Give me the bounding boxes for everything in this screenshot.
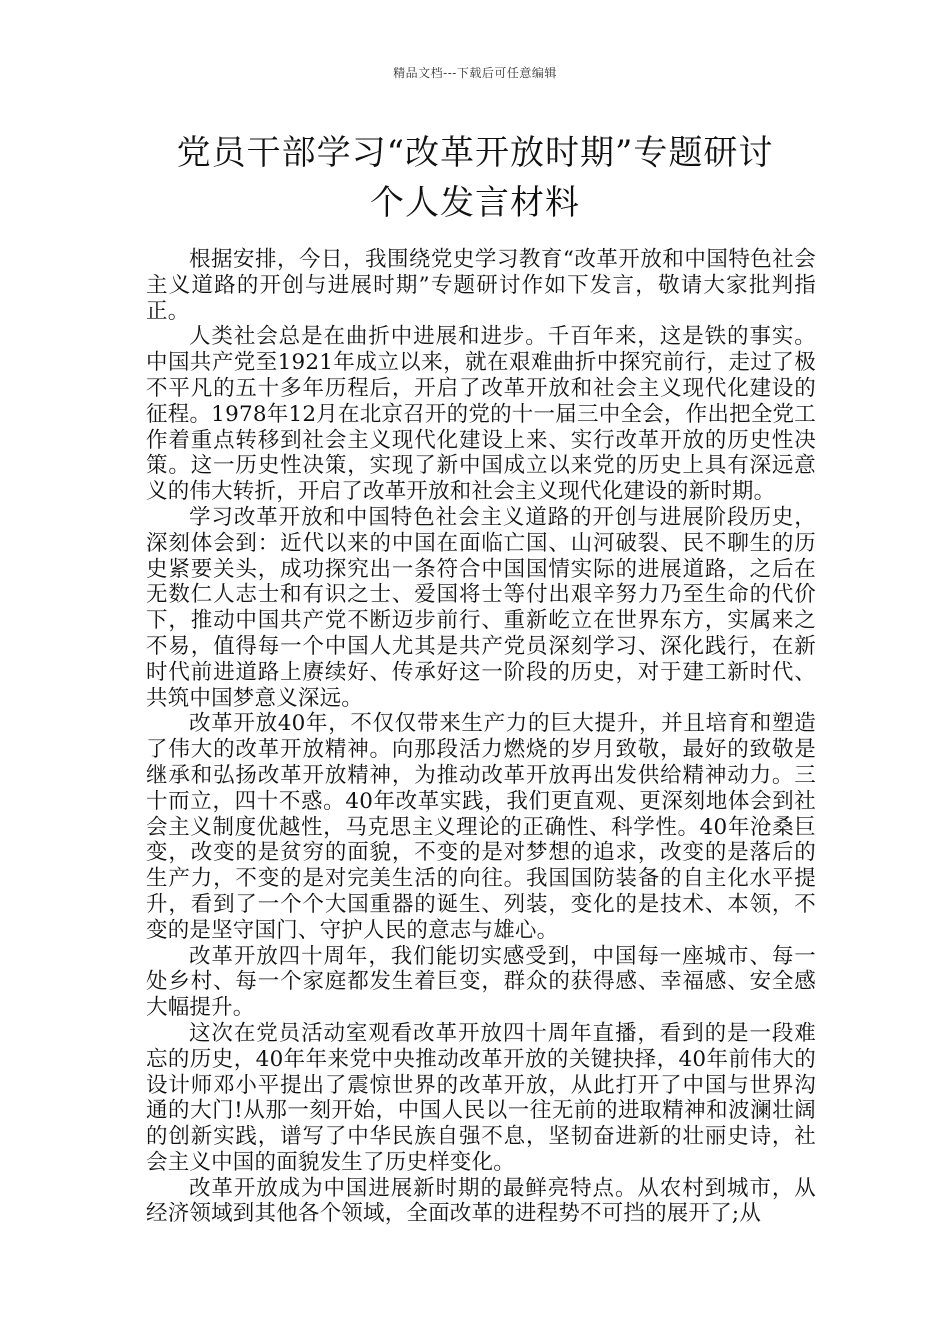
- paragraph: 根据安排，今日，我围绕党史学习教育“改革开放和中国特色社会主义道路的开创与进展时期”专题研讨作如下发言，敬请大家批判指正。: [146, 247, 816, 324]
- paragraph: 改革开放成为中国进展新时期的最鲜亮特点。从农村到城市，从经济领域到其他各个领域，全面改革的进程势不可挡的展开了;从: [146, 1175, 816, 1227]
- title-line-2: 个人发言材料: [370, 183, 580, 223]
- paragraph: 学习改革开放和中国特色社会主义道路的开创与进展阶段历史，深刻体会到：近代以来的中国在面临亡国、山河破裂、民不聊生的历史紧要关头，成功探究出一条符合中国国情实际的进展道路，之后在无数仁人志士和有识之士、爱国将士等付出艰辛努力乃至生命的代价下，推动中国共产党不断迈步前行、重新屹立在世界东方，实属来之不易，值得每一个中国人尤其是共产党员深刻学习、深化践行，在新时代前进道路上赓续好、传承好这一阶段的历史，对于建工新时代、共筑中国梦意义深远。: [146, 504, 816, 711]
- title-line-1: 党员干部学习“改革开放时期”专题研讨: [176, 133, 774, 173]
- paragraph: 这次在党员活动室观看改革开放四十周年直播，看到的是一段难忘的历史，40年年来党中央推动改革开放的关键抉择，40年前伟大的设计师邓小平提出了震惊世界的改革开放，从此打开了中国与世界沟通的大门!从那一刻开始，中国人民以一往无前的进取精神和波澜壮阔的创新实践，谱写了中华民族自强不息，坚韧奋进新的壮丽史诗，社会主义中国的面貌发生了历史样变化。: [146, 1020, 816, 1175]
- header-note: 精品文档---下载后可任意编辑: [393, 66, 557, 80]
- paragraph: 改革开放四十周年，我们能切实感受到，中国每一座城市、每一处乡村、每一个家庭都发生着巨变，群众的获得感、幸福感、安全感大幅提升。: [146, 943, 816, 1021]
- document-body: [146, 247, 816, 1312]
- document-title: [95, 128, 855, 228]
- paragraph: 人类社会总是在曲折中进展和进步。千百年来，这是铁的事实。中国共产党至1921年成立以来，就在艰难曲折中探究前行，走过了极不平凡的五十多年历程后，开启了改革开放和社会主义现代化建设的征程。1978年12月在北京召开的党的十一届三中全会，作出把全党工作着重点转移到社会主义现代化建设上来、实行改革开放的历史性决策。这一历史性决策，实现了新中国成立以来党的历史上具有深远意义的伟大转折，开启了改革开放和社会主义现代化建设的新时期。: [146, 324, 816, 505]
- paragraph: 改革开放40年，不仅仅带来生产力的巨大提升，并且培育和塑造了伟大的改革开放精神。向那段活力燃烧的岁月致敬，最好的致敬是继承和弘扬改革开放精神，为推动改革开放再出发供给精神动力。三十而立，四十不惑。40年改革实践，我们更直观、更深刻地体会到社会主义制度优越性，马克思主义理论的正确性、科学性。40年沧桑巨变，改变的是贫穷的面貌，不变的是对梦想的追求，改变的是落后的生产力，不变的是对完美生活的向往。我国国防装备的自主化水平提升，看到了一个个大国重器的诞生、列装，变化的是技术、本领，不变的是坚守国门、守护人民的意志与雄心。: [146, 711, 816, 943]
